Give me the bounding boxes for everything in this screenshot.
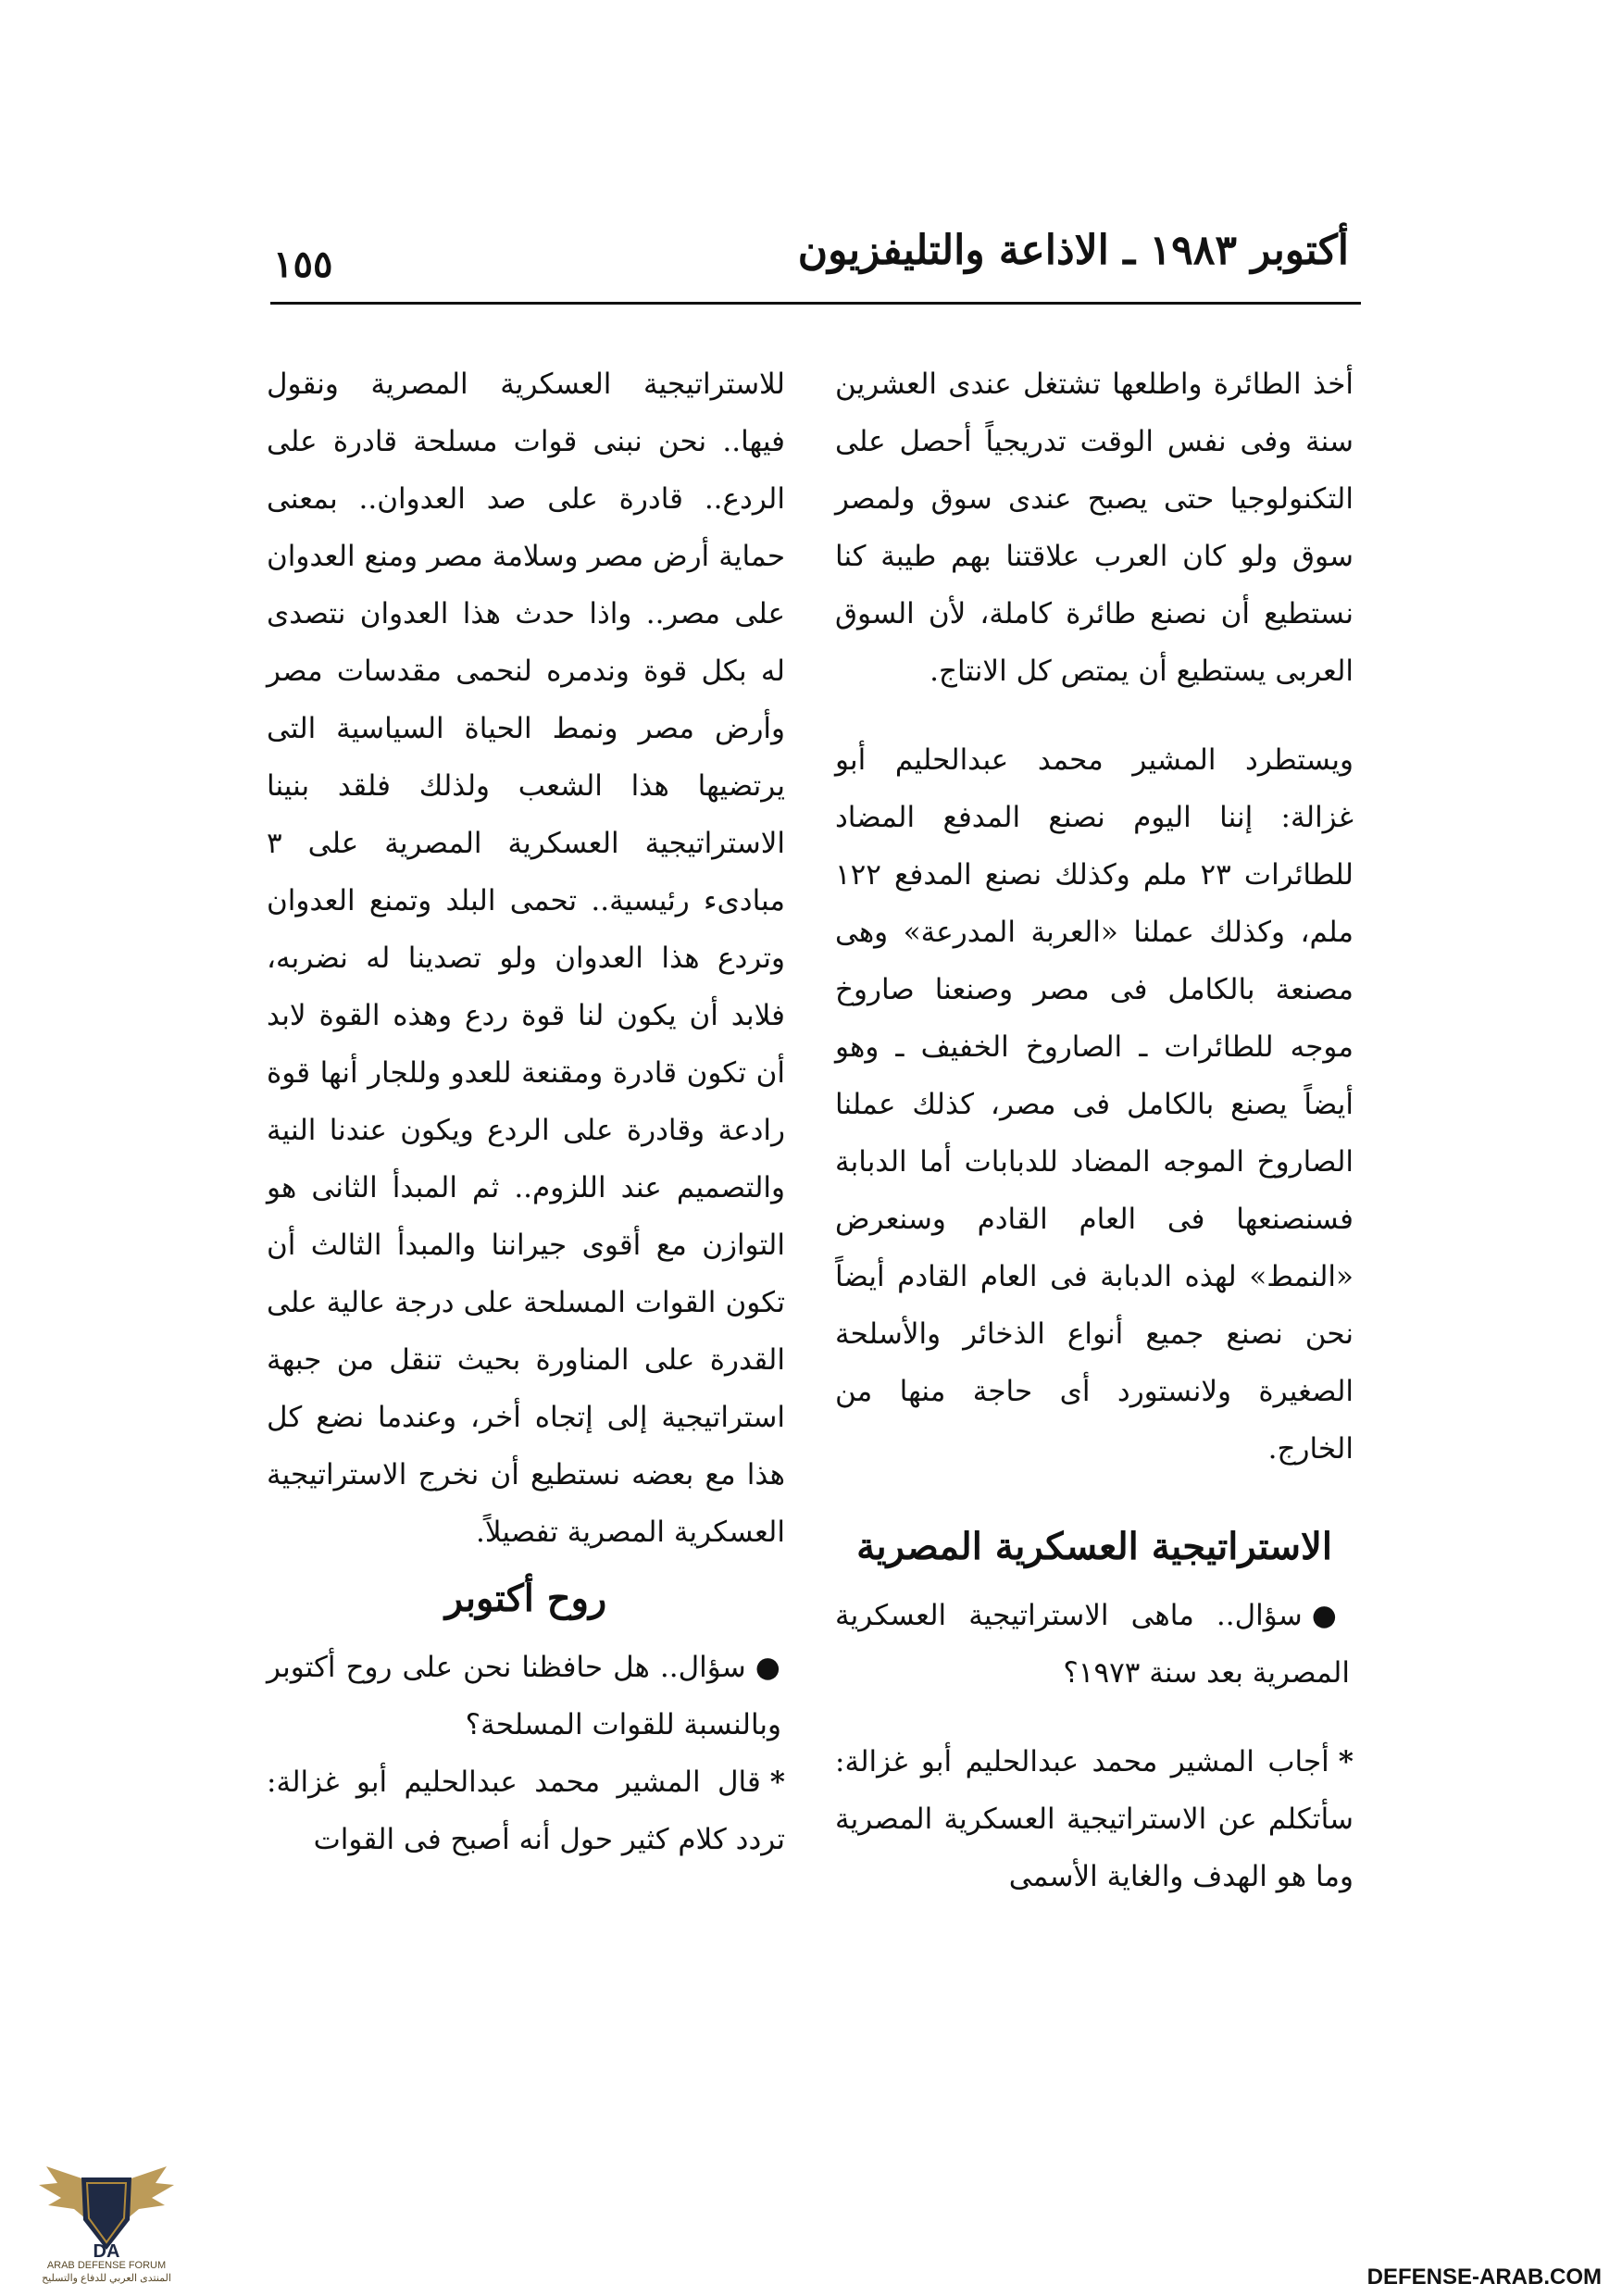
section-heading: الاستراتيجية العسكرية المصرية: [856, 1525, 1332, 1568]
bullet-icon: ●: [755, 1651, 781, 1684]
paragraph-gap: [835, 1478, 1354, 1509]
logo-caption-en: ARAB DEFENSE FORUM: [46, 2260, 167, 2271]
question-text: سؤال.. هل حافظنا نحن على روح أكتوبر وبالنسبة للقوات المسلحة؟: [267, 1651, 781, 1741]
paragraph: ويستطرد المشير محمد عبدالحليم أبو غزالة: إننا اليوم نصنع المدفع المضاد للطائرات ٢٣ ملم وكذلك نصنع المدفع ١٢٢ ملم، وكذلك عملنا «العربة المدرعة» وهى مصنعة بالكامل فى مصر وصنعنا صاروخ موجه للطائرات ـ الصاروخ الخفيف ـ وهو أيضاً يصنع بالكامل فى مصر، كذلك عملنا الصاروخ الموجه المضاد للدبابات أما الدبابة فسنصنعها فى العام القادم وسنعرض «النمط» لهذه الدبابة فى العام القادم أيضاً نحن نصنع جميع أنواع الذخائر والأسلحة الصغيرة ولانستورد أى حاجة منها من الخارج.: [835, 743, 1354, 1466]
asterisk-icon: *: [1338, 1745, 1354, 1778]
logo-caption: [19, 2259, 194, 2285]
answer-text: قال المشير محمد عبدالحليم أبو غزالة: تردد كلام كثير حول أنه أصبح فى القوات: [267, 1766, 785, 1856]
paragraph: للاستراتيجية العسكرية المصرية ونقول فيها.. نحن نبنى قوات مسلحة قادرة على الردع.. قادرة على صد العدوان.. بمعنى حماية أرض مصر وسلامة مصر ومنع العدوان على مصر.. واذا حدث هذا العدوان نتصدى له بكل قوة وندمره لنحمى مقدسات مصر وأرض مصر ونمط الحياة السياسية التى يرتضيها هذا الشعب ولذلك فلقد بنينا الاستراتيجية العسكرية المصرية على ٣ مبادىء رئيسية.. تحمى البلد وتمنع العدوان وتردع هذا العدوان ولو تصدينا له نضربه، فلابد أن يكون لنا قوة ردع وهذه القوة لابد أن تكون قادرة ومقنعة للعدو وللجار أنها قوة رادعة وقادرة على الردع ويكون عندنا النية والتصميم عند اللزوم.. ثم المبدأ الثانى هو التوازن مع أقوى جيراننا والمبدأ الثالث أن تكون القوات المسلحة على درجة عالية على القدرة على المناورة بحيث تنقل من جبهة استراتيجية إلى إتجاه أخر، وعندما نضع كل هذا مع بعضه نستطيع أن نخرج الاستراتيجية العسكرية المصرية تفصيلاً.: [267, 368, 785, 1549]
question: [835, 1587, 1354, 1702]
answer-text: أجاب المشير محمد عبدالحليم أبو غزالة: سأتكلم عن الاستراتيجية العسكرية المصرية وما هو الهدف والغاية الأسمى: [835, 1745, 1354, 1893]
forum-logo-icon: [37, 2129, 176, 2277]
bullet-icon: ●: [1311, 1599, 1350, 1632]
section-heading: روح أكتوبر: [444, 1577, 607, 1620]
answer: [267, 1753, 785, 1868]
left-column: [267, 356, 785, 1868]
paragraph-gap: [835, 700, 1354, 731]
paragraph: أخذ الطائرة واطلعها تشتغل عندى العشرين سنة وفى نفس الوقت تدريجياً أحصل على التكنولوجيا حتى يصبح عندى سوق ولمصر سوق ولو كان العرب علاقتنا بهم طيبة كنا نستطيع أن نصنع طائرة كاملة، لأن السوق العربى يستطيع أن يمتص كل الانتاج.: [835, 368, 1354, 688]
logo-letters: DA: [93, 2241, 120, 2262]
asterisk-icon: *: [769, 1766, 785, 1799]
question-text: سؤال.. ماهى الاستراتيجية العسكرية المصرية بعد سنة ١٩٧٣؟: [835, 1599, 1350, 1690]
question: [267, 1639, 785, 1753]
watermark-domain: DEFENSE-ARAB.COM: [1366, 2265, 1602, 2290]
right-column: [835, 356, 1354, 1905]
header-rule: [270, 302, 1361, 305]
answer: [835, 1733, 1354, 1905]
logo-caption-ar: المنتدى العربي للدفاع والتسليح: [42, 2273, 171, 2284]
paragraph-gap: [835, 1702, 1354, 1733]
running-title: أكتوبر ١٩٨٣ ـ الاذاعة والتليفزيون: [797, 227, 1349, 274]
page-number: ١٥٥: [273, 243, 333, 286]
